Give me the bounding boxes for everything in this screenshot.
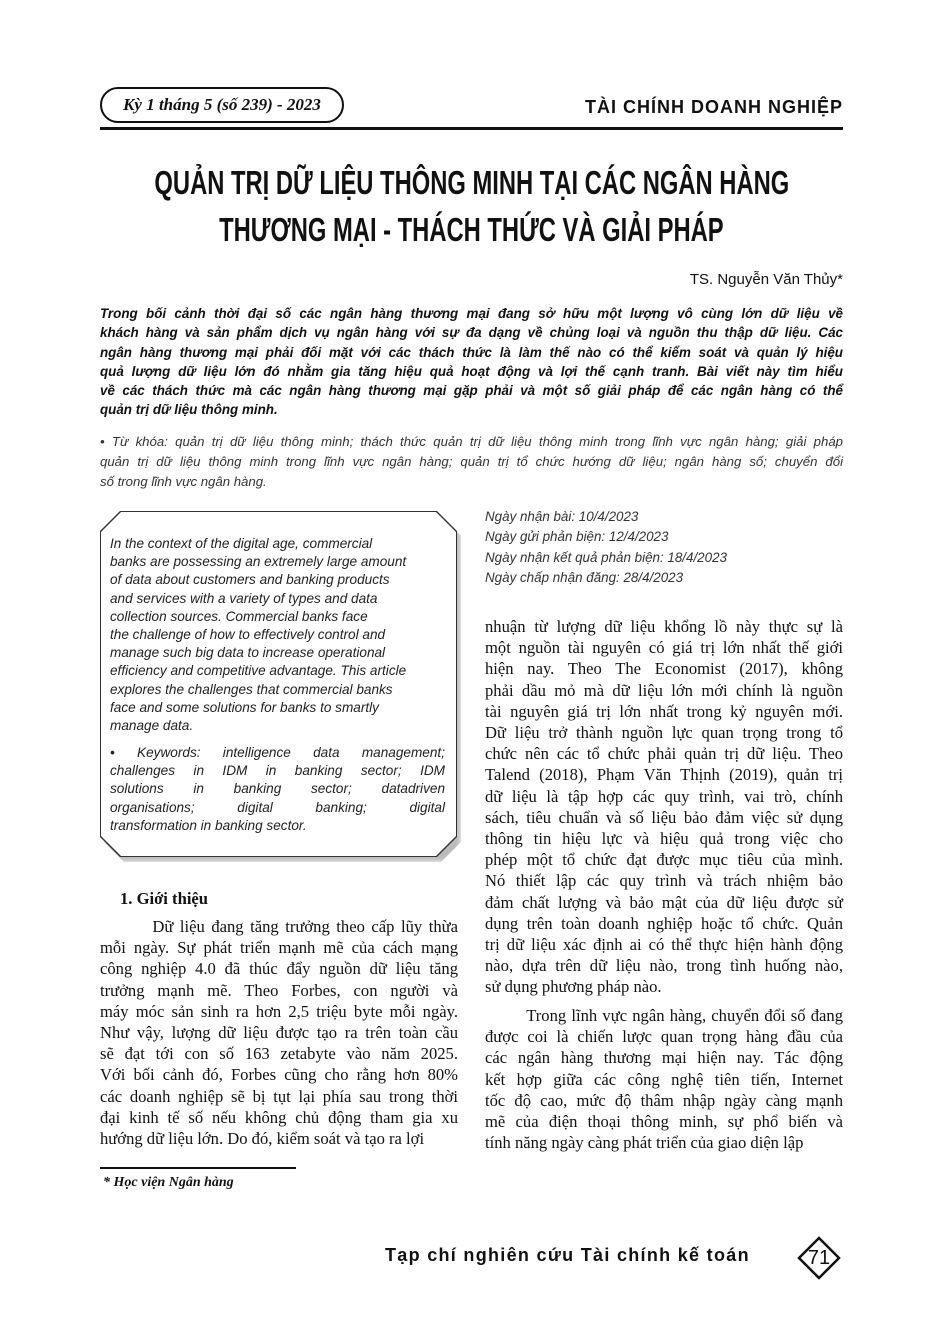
- section-heading: 1. Giới thiệu: [120, 889, 209, 908]
- text-line: tài nguyên giá trị lớn nhất trong kỷ nguyên mới.: [485, 701, 843, 721]
- text-line: các ngân hàng thương mại hiện nay. Tác động: [485, 1048, 843, 1068]
- text-line: máy móc sản sinh ra hơn 2,5 triệu byte mỗi ngày.: [100, 1001, 458, 1021]
- text-line: tốc độ cao, mức độ thâm nhập ngày càng mạnh: [485, 1090, 843, 1110]
- text-line: explores the challenges that commercial banks: [110, 681, 393, 697]
- article-dates: [485, 507, 727, 588]
- text-line: Trong bối cảnh thời đại số các ngân hàng thương mại đang sở hữu một lượng vô cùng lớn dữ liệu về: [100, 306, 843, 321]
- text-line: số trong lĩnh vực ngân hàng.: [100, 474, 267, 489]
- text-line: Với bối cảnh đó, Forbes cũng cho rằng hơn 80%: [100, 1065, 458, 1085]
- text-line: dụng trên toàn doanh nghiệp hoặc tổ chức. Quản: [485, 913, 843, 933]
- text-line: quả lượng dữ liệu lớn đó nhằm gia tăng hiệu quả hoạt động và lợi thế cạnh tranh. Bài viết này tìm hiểu: [100, 363, 843, 379]
- text-line: collection sources. Commercial banks face: [110, 608, 368, 624]
- text-line: manage data.: [110, 718, 194, 734]
- text-line: dữ liệu là tập hợp các quy trình, vai trò, chính: [485, 786, 843, 806]
- text-line: banks are possessing an extremely large amount: [110, 554, 407, 570]
- page-number: 71: [807, 1247, 831, 1269]
- text-line: thông tin hiệu lực và hiệu quả trong việc cho: [485, 829, 843, 849]
- footnote: * Học viện Ngân hàng: [103, 1175, 234, 1190]
- text-line: organisations; digital banking; digital: [110, 799, 445, 815]
- text-line: • Keywords: intelligence data management;: [110, 745, 445, 760]
- text-line: manage such big data to increase operational: [110, 645, 386, 661]
- text-line: sẽ đạt tới con số 163 zetabyte vào năm 2025.: [100, 1044, 458, 1064]
- text-line: Dữ liệu đang tăng trưởng theo cấp lũy thừa: [100, 917, 458, 936]
- text-line: được coi là chiến lược quan trọng hàng đầu của: [485, 1027, 843, 1047]
- text-line: the challenge of how to effectively control and: [110, 627, 386, 643]
- text-line: một nguồn tài nguyên có giá trị lớn nhất thế giới: [485, 638, 843, 658]
- text-line: tính năng ngày càng phát triển của giao diện lập: [485, 1133, 804, 1153]
- text-line: ngân hàng thương mại phải đối mặt với các thách thức là làm thế nào có thể kiểm soát và quản lý hiệu: [100, 344, 843, 360]
- text-line: trị dữ liệu xác định ai có thể thực hiện hành động: [485, 935, 843, 955]
- text-line: chức nên các tổ chức phải quản trị dữ liệu. Theo: [485, 744, 843, 764]
- text-line: Ngày nhận bài: 10/4/2023: [485, 509, 639, 524]
- text-line: phải dầu mỏ mà dữ liệu lớn mới chính là nguồn: [485, 680, 843, 700]
- text-line: đại kinh tế số nếu không chủ động tham gia xu: [100, 1107, 458, 1127]
- text-line: trưởng mạnh mẽ. Theo Forbes, con người và: [100, 980, 458, 1000]
- text-line: sách, tiêu chuẩn và số liệu bảo đảm việc sử dụng: [485, 807, 843, 827]
- text-line: transformation in banking sector.: [110, 817, 307, 833]
- text-line: Ngày gửi phản biện: 12/4/2023: [485, 529, 669, 545]
- text-line: In the context of the digital age, commercial: [110, 536, 373, 551]
- text-line: and services with a variety of types and data: [110, 590, 378, 606]
- section-label: TÀI CHÍNH DOANH NGHIỆP: [584, 97, 843, 117]
- author: TS. Nguyễn Văn Thủy*: [689, 271, 843, 288]
- text-line: đảm chất lượng và bảo mật của dữ liệu được sử: [485, 892, 843, 912]
- article-title-line-2: [0, 210, 943, 250]
- keywords-vi: [100, 432, 843, 492]
- text-line: kết hợp giữa các công nghệ tiên tiến, Internet: [485, 1069, 843, 1089]
- text-line: Trong lĩnh vực ngân hàng, chuyển đổi số đang: [485, 1006, 843, 1025]
- right-column-paragraph-1: [485, 616, 843, 998]
- text-line: nào, dựa trên dữ liệu nào, trong tình huống nào,: [485, 956, 843, 976]
- text-line: face and some solutions for banks to smartly: [110, 699, 379, 715]
- text-line: Như vậy, lượng dữ liệu được tạo ra trên toàn cầu: [100, 1023, 458, 1043]
- journal-name: Tạp chí nghiên cứu Tài chính kế toán: [385, 1245, 750, 1265]
- text-line: mỗi ngày. Sự phát triển mạnh mẽ của cách mạng: [100, 938, 458, 958]
- text-line: phép một tổ chức đạt được mục tiêu của mình.: [485, 850, 843, 870]
- text-line: mẽ của điện thoại thông minh, sự phổ biến và: [485, 1112, 843, 1132]
- text-line: challenges in IDM in banking sector; IDM: [110, 763, 445, 779]
- text-line: Ngày nhận kết quả phản biện: 18/4/2023: [485, 549, 727, 565]
- text-line: efficiency and competitive advantage. This article: [110, 663, 407, 679]
- text-line: Ngày chấp nhận đăng: 28/4/2023: [485, 569, 684, 585]
- text-line: nhuận từ lượng dữ liệu khổng lồ này thực sự là: [485, 617, 843, 636]
- text-line: of data about customers and banking products: [110, 572, 390, 588]
- text-line: sử dụng phương pháp nào.: [485, 977, 662, 997]
- title-text: QUẢN TRỊ DỮ LIỆU THÔNG MINH TẠI CÁC NGÂN HÀNG: [154, 164, 789, 201]
- text-line: khách hàng và sản phẩm dịch vụ ngân hàng với sự đa dạng về chủng loại và nguồn thu thập dữ liệu. Các: [100, 325, 843, 341]
- footnote-rule: [100, 1167, 296, 1169]
- text-line: hiện nay. Theo The Economist (2017), không: [485, 659, 843, 679]
- text-line: Nó thiết lập các quy trình và trách nhiệm bảo: [485, 871, 843, 891]
- text-line: hướng dữ liệu lớn. Do đó, kiểm soát và tạo ra lợi: [100, 1129, 425, 1149]
- article-title-line-1: [0, 163, 943, 203]
- text-line: Talend (2018), Phạm Văn Thịnh (2019), quản trị: [485, 765, 843, 785]
- text-line: các doanh nghiệp sẽ bị tụt lại phía sau trong thời: [100, 1086, 458, 1106]
- text-line: công nghiệp 4.0 đã thúc đẩy nguồn dữ liệu tăng: [100, 959, 458, 979]
- left-column-text: [100, 916, 458, 1149]
- text-line: • Từ khóa: quản trị dữ liệu thông minh; thách thức quản trị dữ liệu thông minh trong lĩnh vực ngân hàng; giải pháp: [100, 434, 843, 449]
- issue-badge: Kỳ 1 tháng 5 (số 239) - 2023: [100, 87, 344, 123]
- abstract-vi: [100, 304, 843, 420]
- right-column-paragraph-2: [485, 1005, 843, 1153]
- text-line: về các thách thức mà các ngân hàng thương mại gặp phải và một số giải pháp để các ngân hàng có thể: [100, 383, 843, 399]
- text-line: quản trị dữ liệu thông minh.: [100, 402, 278, 418]
- abstract-en: [110, 535, 445, 735]
- text-line: solutions in banking sector; datadriven: [110, 781, 445, 797]
- text-line: quản trị dữ liệu thông minh trong lĩnh vực ngân hàng; quản trị tổ chức hướng dữ liệu; ngân hàng số; chuyển đổi: [100, 454, 843, 469]
- text-line: Dữ liệu trở thành nguồn lực quan trọng trong tổ: [485, 723, 843, 743]
- keywords-en: [110, 744, 445, 835]
- title-text: THƯƠNG MẠI - THÁCH THỨC VÀ GIẢI PHÁP: [219, 211, 724, 248]
- header-rule: [100, 127, 843, 130]
